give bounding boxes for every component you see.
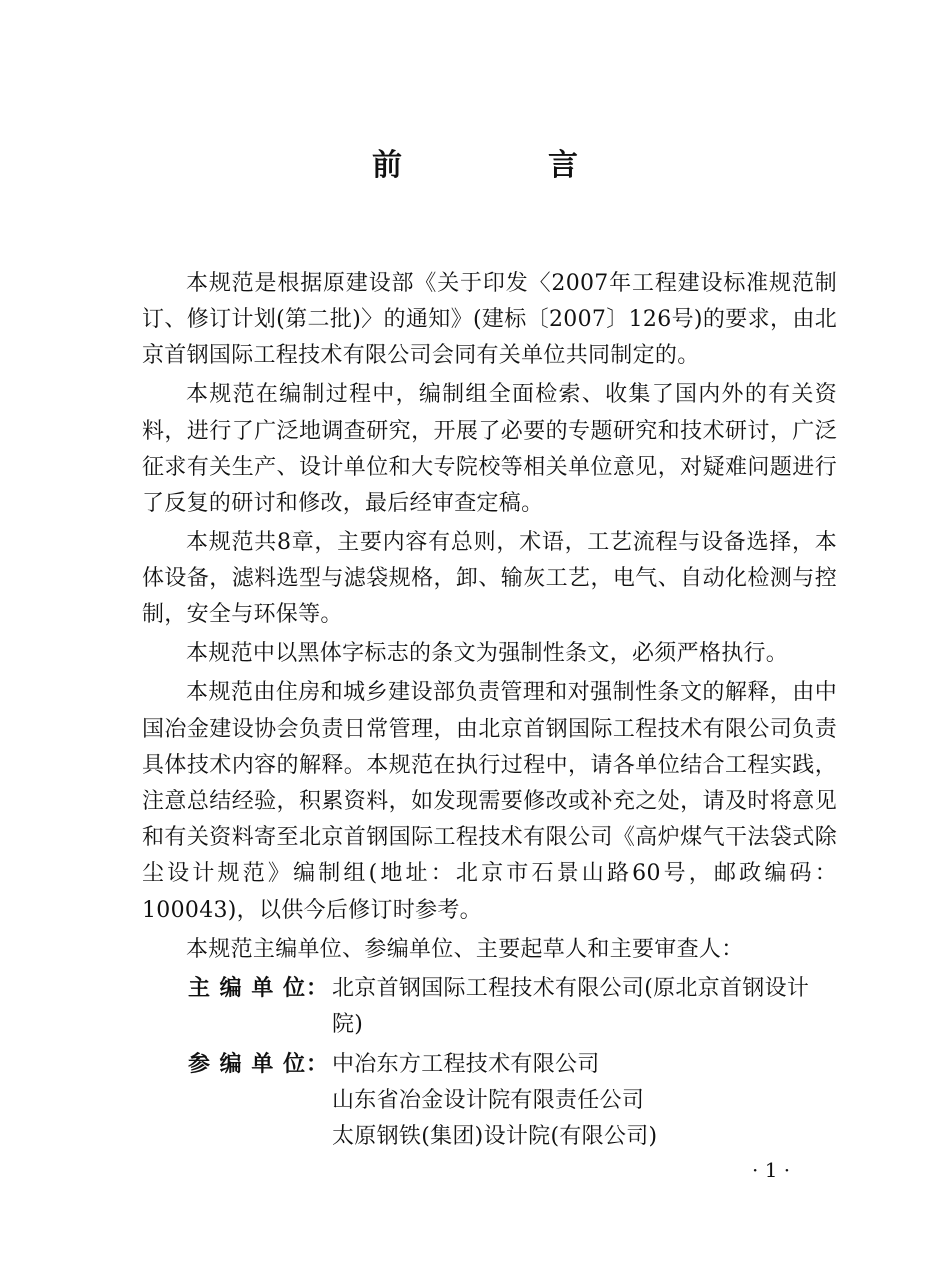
- paragraph-units-intro: 本规范主编单位、参编单位、主要起草人和主要审查人：: [186, 936, 744, 962]
- paragraph-mandatory: 本规范中以黑体字标志的条文为强制性条文，必须严格执行。: [186, 641, 789, 667]
- participating-unit-value: 中冶东方工程技术有限公司: [332, 1052, 600, 1078]
- paragraph-management: 本规范由住房和城乡建设部负责管理和对强制性条文的解释，由中国冶金建设协会负责日常管理，由北京首钢国际工程技术有限公司负责具体技术内容的解释。本规范在执行过程中，请各单位结合工程实践，注意总结经验，积累资料，如发现需要修改或补充之处，请及时将意见和有关资料寄至北京首钢国际工程技术有限公司《高炉煤气干法袋式除尘设计规范》编制组(地址：北京市石景山路60号，邮政编码：100043)，以供今后修订时参考。: [142, 680, 837, 923]
- paragraph-basis: 本规范是根据原建设部《关于印发〈2007年工程建设标准规范制订、修订计划(第二批)〉的通知》(建标〔2007〕126号)的要求，由北京首钢国际工程技术有限公司会同有关单位共同制定的。: [142, 271, 837, 369]
- page-number: · 1 ·: [752, 1158, 791, 1182]
- chief-unit-row: [142, 971, 837, 1043]
- chief-unit-values: [332, 971, 837, 1043]
- paragraph-process: 本规范在编制过程中，编制组全面检索、收集了国内外的有关资料，进行了广泛地调查研究，开展了必要的专题研究和技术研讨，广泛征求有关生产、设计单位和大专院校等相关单位意见，对疑难问题进行了反复的研讨和修改，最后经审查定稿。: [142, 382, 837, 517]
- participating-unit-label: 参 编 单 位：: [188, 1052, 329, 1078]
- participating-unit-values: [332, 1047, 837, 1156]
- participating-unit-value: 山东省冶金设计院有限责任公司: [332, 1088, 645, 1114]
- chief-unit-value: 北京首钢国际工程技术有限公司(原北京首钢设计院): [332, 975, 810, 1037]
- preface-body: [142, 266, 837, 1156]
- participating-unit-row: [142, 1047, 837, 1156]
- chief-unit-label: 主 编 单 位：: [188, 975, 329, 1001]
- units-list: [142, 971, 837, 1156]
- paragraph-chapters: 本规范共8章，主要内容有总则，术语，工艺流程与设备选择，本体设备，滤料选型与滤袋规格，卸、输灰工艺，电气、自动化检测与控制，安全与环保等。: [142, 530, 837, 628]
- participating-unit-value: 太原钢铁(集团)设计院(有限公司): [332, 1124, 658, 1150]
- page-title: 前 言: [372, 148, 636, 183]
